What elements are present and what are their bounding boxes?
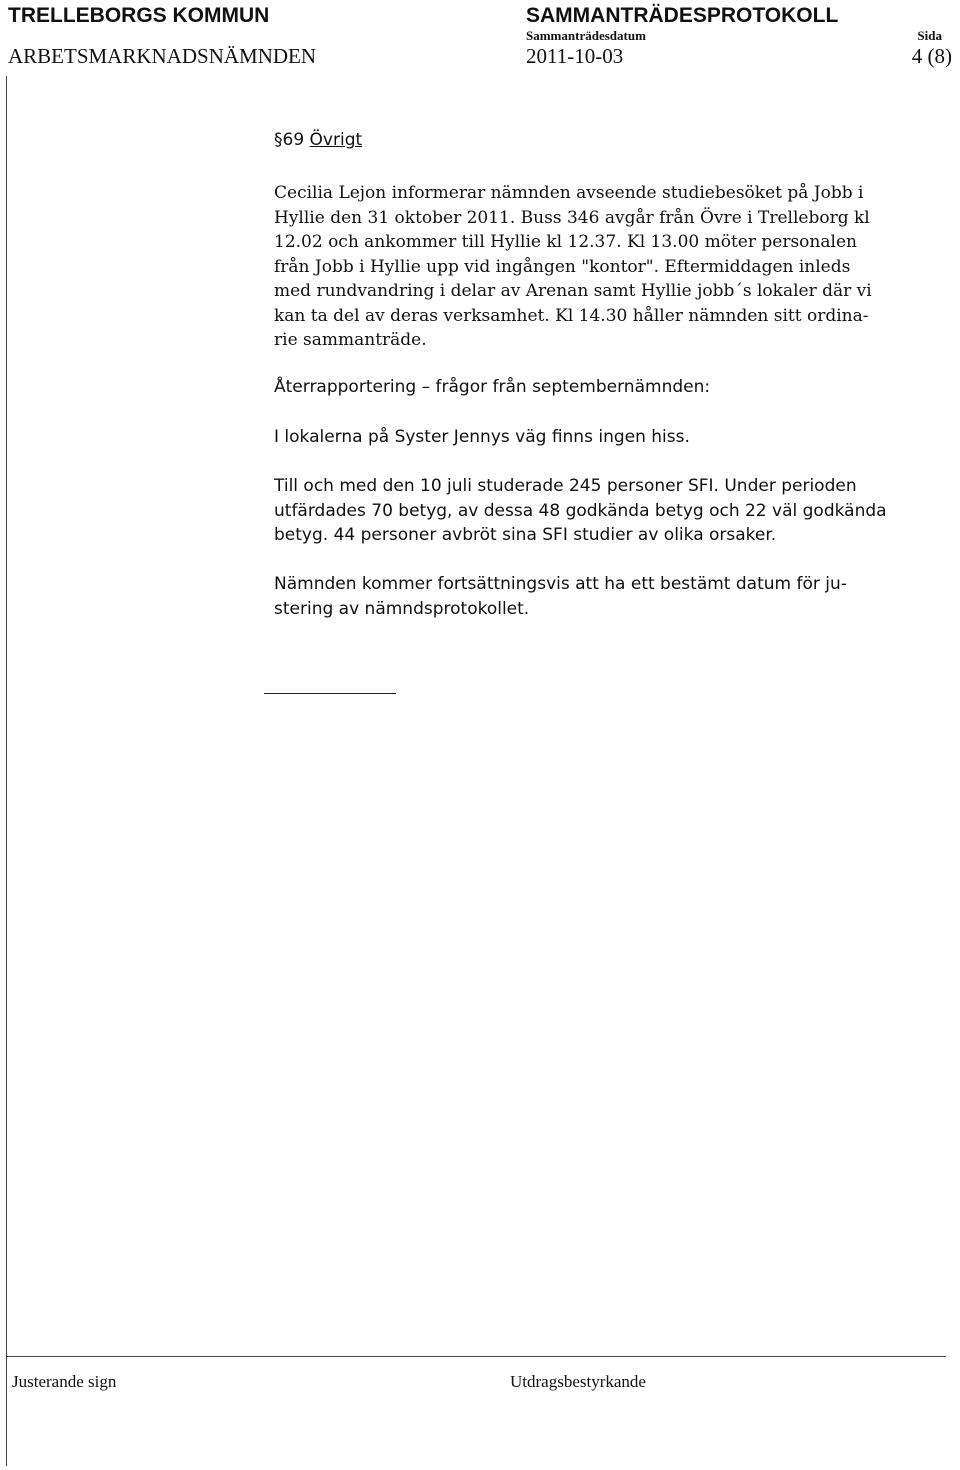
section-heading [274,130,362,150]
text-line: Till och med den 10 juli studerade 245 personer SFI. Under perioden [274,476,857,496]
text-line: Cecilia Lejon informerar nämnden avseende studiebesöket på Jobb i [274,183,864,203]
paragraph-elevator [274,425,924,450]
text-line: Återrapportering – frågor från septembernämnden: [274,377,711,397]
text-line: Hyllie den 31 oktober 2011. Buss 346 avgår från Övre i Trelleborg kl [274,207,870,228]
page-label: Sida [917,28,942,43]
organization-name: TRELLEBORGS KOMMUN [8,4,270,27]
text-line: I lokalerna på Syster Jennys väg finns ingen hiss. [274,427,690,447]
paragraph-sfi-statistics [274,474,924,548]
date-label: Sammanträdesdatum [526,28,646,43]
text-line: med rundvandring i delar av Arenan samt Hyllie jobb´s lokaler där vi [274,281,872,301]
section-number: §69 [274,130,305,150]
text-line: från Jobb i Hyllie upp vid ingången "kontor". Eftermiddagen inleds [274,256,851,277]
paragraph-study-visit [274,181,924,353]
text-line: stering av nämndsprotokollet. [274,598,530,619]
paragraph-review-date [274,572,924,621]
text-line: utfärdades 70 betyg, av dessa 48 godkända betyg och 22 väl godkända [274,500,887,521]
committee-name: ARBETSMARKNADSNÄMNDEN [8,44,317,68]
meeting-date: 2011-10-03 [526,44,624,68]
text-line: Nämnden kommer fortsättningsvis att ha ett bestämt datum för ju- [274,574,847,594]
section-title: Övrigt [309,130,363,150]
text-line: rie sammanträde. [274,330,427,350]
document-type: SAMMANTRÄDESPROTOKOLL [526,4,839,27]
left-margin-rule [6,76,7,1466]
paragraph-feedback-heading [274,375,924,400]
footer-adjusting-signature: Justerande sign [12,1372,117,1391]
text-line: kan ta del av deras verksamhet. Kl 14.30 håller nämnden sitt ordina- [274,305,869,326]
text-line: 12.02 och ankommer till Hyllie kl 12.37. Kl 13.00 möter personalen [274,232,857,252]
footer-rule [6,1356,946,1357]
page-number: 4 (8) [911,44,952,68]
text-line: betyg. 44 personer avbröt sina SFI studier av olika orsaker. [274,525,777,545]
footer-extract-certification: Utdragsbestyrkande [510,1372,646,1391]
signature-line [264,693,396,694]
